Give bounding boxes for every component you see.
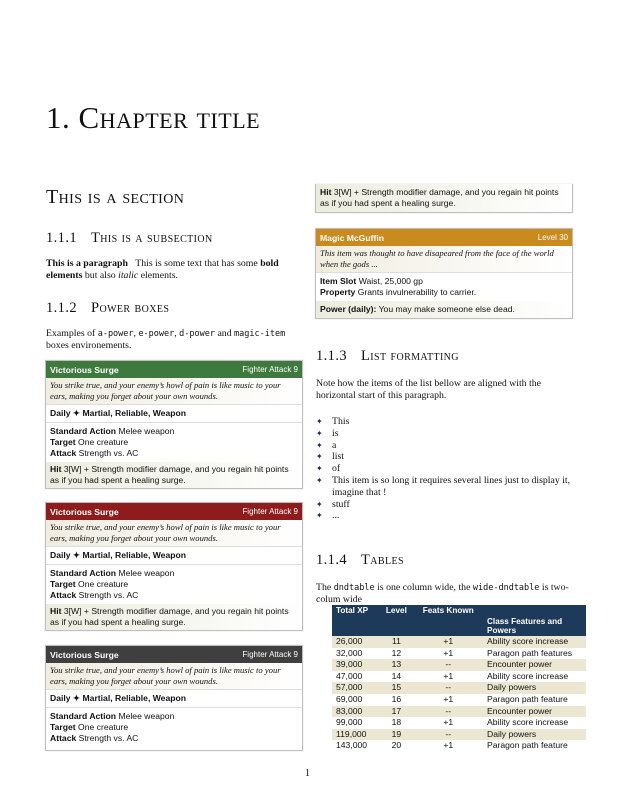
hit-value: 3[W] + Strength modifier damage, and you regain hit points as if you had spent a healing surge. <box>50 606 289 627</box>
paragraph-text: but also <box>82 270 119 281</box>
cell-total-xp: 32,000 <box>336 647 363 658</box>
list-item <box>316 475 574 499</box>
table-row <box>332 659 586 671</box>
action-label: Standard Action <box>50 711 117 721</box>
cell-total-xp: 69,000 <box>336 693 363 704</box>
table-row <box>332 671 586 683</box>
hit-label: Hit <box>50 606 62 616</box>
table-row <box>332 682 586 694</box>
cell-level: 17 <box>379 706 413 718</box>
paragraph-text: elements. <box>138 270 178 281</box>
cell-total-xp: 83,000 <box>332 706 379 718</box>
power-keywords: Daily ✦ Martial, Reliable, Weapon <box>46 689 302 708</box>
cell-class-features: Daily powers <box>483 729 586 741</box>
target-value: One creature <box>78 437 129 447</box>
subsection-1-1-1 <box>46 230 213 247</box>
magic-item-stats <box>316 272 572 301</box>
paragraph-italic: italic <box>118 270 139 281</box>
cell-level: 13 <box>379 659 413 671</box>
power-header <box>46 503 302 520</box>
subsection-1-1-4 <box>316 552 404 569</box>
header-feats-known: Feats Known <box>413 605 483 636</box>
hit-value: 3[W] + Strength modifier damage, and you regain hit points as if you had spent a healing surge. <box>50 464 289 485</box>
action-value: Melee weapon <box>118 568 175 578</box>
bullet-icon: ✦ <box>316 417 323 426</box>
list-item-text: list <box>332 451 344 463</box>
code-wide-dndtable: wide-dndtable <box>472 583 540 593</box>
header-class-features: Class Features and Powers <box>483 605 586 636</box>
cell-total-xp: 143,000 <box>336 740 368 751</box>
subsection-title: This is a subsection <box>91 230 213 246</box>
power-stats <box>46 708 302 750</box>
code-dndtable: dndtable <box>333 583 375 593</box>
subsection-number: 1.1.1 <box>46 230 77 246</box>
attack-label: Attack <box>50 448 77 458</box>
table-row <box>332 636 586 648</box>
power-keywords: Daily ✦ Martial, Reliable, Weapon <box>46 546 302 565</box>
magic-item-level: Level 30 <box>537 233 568 242</box>
hit-label: Hit <box>320 187 332 197</box>
slot-label: Item Slot <box>320 276 357 286</box>
cell-level: 14 <box>391 670 402 681</box>
cell-level: 19 <box>379 729 413 741</box>
list-item <box>316 510 574 522</box>
cell-level: 20 <box>391 740 402 751</box>
subsection-1-1-3 <box>316 348 459 365</box>
cell-total-xp: 119,000 <box>332 729 379 741</box>
bullet-icon: ✦ <box>316 452 323 462</box>
subsection-number: 1.1.2 <box>46 300 77 316</box>
paragraph-lead: This is a paragraph <box>46 258 128 269</box>
cell-feats-known: +1 <box>443 670 454 681</box>
power-name: Victorious Surge <box>50 649 119 660</box>
list-item-text: a <box>332 439 337 451</box>
target-label: Target <box>50 722 76 732</box>
paragraph-bold: bold elements <box>46 258 279 281</box>
bullet-icon: ✦ <box>316 475 323 485</box>
list-item <box>316 440 574 452</box>
property-value: Grants invulnerability to carrier. <box>357 287 477 297</box>
power-level: Fighter Attack 9 <box>242 650 298 659</box>
bullet-icon: ✦ <box>316 511 323 521</box>
paragraph-text: This is some text that has some <box>135 258 261 269</box>
power-flavor: You strike true, and your enemy’s howl of pain is like music to your ears, making you forget about your own wounds. <box>46 520 302 546</box>
examples-text: , <box>133 328 139 339</box>
power-stats <box>46 565 302 604</box>
cell-feats-known: +1 <box>443 647 454 658</box>
target-label: Target <box>50 437 76 447</box>
hit-value: 3[W] + Strength modifier damage, and you regain hit points as if you had spent a healing surge. <box>320 187 559 208</box>
power-header <box>46 646 302 663</box>
attack-label: Attack <box>50 733 77 743</box>
bullet-icon: ✦ <box>316 428 323 438</box>
cell-class-features: Paragon path feature <box>487 740 568 751</box>
cell-total-xp: 47,000 <box>336 670 363 681</box>
examples-text: , <box>174 328 180 339</box>
attack-value: Strength vs. AC <box>78 590 139 600</box>
cell-level: 18 <box>391 717 402 728</box>
magic-item-box <box>315 228 573 319</box>
bullet-icon: ✦ <box>316 440 323 450</box>
cell-feats-known: +1 <box>443 717 454 728</box>
list-item-text: of <box>332 463 341 475</box>
table-header-row <box>332 605 586 636</box>
power-stats <box>46 423 302 462</box>
table-row <box>332 740 586 752</box>
target-value: One creature <box>78 722 129 732</box>
cell-total-xp: 57,000 <box>332 682 379 694</box>
list-item-text: is <box>332 427 339 439</box>
examples-text: boxes environements. <box>46 340 132 351</box>
cell-level: 15 <box>379 682 413 694</box>
tables-intro-text: is one column wide, the <box>374 582 473 593</box>
cell-feats-known: -- <box>413 729 483 741</box>
cell-total-xp: 26,000 <box>332 636 379 648</box>
attack-value: Strength vs. AC <box>78 733 139 743</box>
cell-class-features: Ability score increase <box>483 636 586 648</box>
list-item <box>316 428 574 440</box>
cell-feats-known: +1 <box>443 693 454 704</box>
code-d-power: d-power <box>179 329 215 339</box>
subsection-number: 1.1.4 <box>316 552 347 568</box>
tables-intro-text: is two-colum wide <box>316 582 569 605</box>
header-total-xp: Total XP <box>332 605 379 636</box>
header-level: Level <box>379 605 413 636</box>
power-flavor: You strike true, and your enemy’s howl of pain is like music to your ears, making you forget about your own wounds. <box>46 378 302 404</box>
power-name: Victorious Surge <box>50 506 119 517</box>
cell-class-features: Ability score increase <box>487 670 569 681</box>
bullet-list <box>316 416 574 522</box>
power-hit <box>46 462 302 488</box>
cell-class-features: Paragon path features <box>487 647 573 658</box>
power-name: Victorious Surge <box>50 364 119 375</box>
list-item-text: This item is so long it requires several lines just to display it, imagine that ! <box>332 474 571 498</box>
power-header <box>46 361 302 378</box>
bullet-icon: ✦ <box>316 499 323 509</box>
examples-text: Examples of <box>46 328 98 339</box>
power-level: Fighter Attack 9 <box>242 365 298 374</box>
xp-table <box>332 605 586 752</box>
subsection-title: Power boxes <box>91 300 170 316</box>
list-item <box>316 499 574 511</box>
power-box-continued <box>315 184 573 213</box>
power-box-grey <box>45 645 303 751</box>
list-item-text: This <box>332 416 350 427</box>
target-value: One creature <box>78 579 129 589</box>
examples-paragraph <box>46 328 302 352</box>
list-item <box>316 463 574 475</box>
property-label: Property <box>320 287 356 297</box>
tables-intro-text: The <box>316 582 334 593</box>
page-number: 1 <box>305 768 310 779</box>
subsection-1-1-2 <box>46 300 169 317</box>
examples-text: and <box>215 328 235 339</box>
cell-feats-known: -- <box>413 706 483 718</box>
list-item <box>316 451 574 463</box>
slot-value: Waist, 25,000 gp <box>358 276 423 286</box>
code-e-power: e-power <box>138 329 175 339</box>
power-box-red <box>45 502 303 631</box>
magic-item-header <box>316 229 572 246</box>
cell-class-features: Paragon path feature <box>487 693 568 704</box>
subsection-title: List formatting <box>361 348 459 364</box>
cell-class-features: Encounter power <box>483 706 586 718</box>
tables-intro <box>316 582 574 606</box>
table-row <box>332 648 586 660</box>
magic-item-name: Magic McGuffin <box>320 232 384 243</box>
power-level: Fighter Attack 9 <box>242 507 298 516</box>
code-a-power: a-power <box>97 329 134 339</box>
cell-level: 11 <box>379 636 413 648</box>
subsection-number: 1.1.3 <box>316 348 347 364</box>
target-label: Target <box>50 579 76 589</box>
power-hit <box>46 604 302 630</box>
cell-level: 16 <box>391 693 402 704</box>
power-keywords: Daily ✦ Martial, Reliable, Weapon <box>46 404 302 423</box>
code-magic-item: magic-item <box>234 329 286 339</box>
list-item-text: stuff <box>332 498 350 510</box>
list-item <box>316 416 574 428</box>
section-title: This is a section <box>46 186 185 208</box>
chapter-title: 1. Chapter title <box>46 100 261 135</box>
cell-class-features: Daily powers <box>483 682 586 694</box>
bullet-icon: ✦ <box>316 464 323 474</box>
power-hit <box>316 184 572 212</box>
cell-total-xp: 99,000 <box>336 717 363 728</box>
magic-item-power <box>316 301 572 318</box>
power-label: Power (daily): <box>320 304 377 314</box>
list-intro: Note how the items of the list bellow are aligned with the horizontal start of this paragraph. <box>316 378 542 401</box>
action-value: Melee weapon <box>118 426 175 436</box>
cell-feats-known: +1 <box>413 636 483 648</box>
action-value: Melee weapon <box>118 711 175 721</box>
power-flavor: You strike true, and your enemy’s howl of pain is like music to your ears, making you forget about your own wounds. <box>46 663 302 689</box>
action-label: Standard Action <box>50 568 117 578</box>
table-row <box>332 717 586 729</box>
table-row <box>332 694 586 706</box>
cell-total-xp: 39,000 <box>332 659 379 671</box>
cell-class-features: Encounter power <box>483 659 586 671</box>
cell-class-features: Ability score increase <box>487 717 569 728</box>
table-row <box>332 729 586 741</box>
list-item-text: ... <box>332 510 340 522</box>
action-label: Standard Action <box>50 426 117 436</box>
cell-feats-known: -- <box>413 682 483 694</box>
subsection-title: Tables <box>361 552 404 568</box>
cell-feats-known: +1 <box>443 740 454 751</box>
paragraph <box>46 258 302 282</box>
cell-feats-known: -- <box>413 659 483 671</box>
attack-value: Strength vs. AC <box>78 448 139 458</box>
cell-level: 12 <box>391 647 402 658</box>
attack-label: Attack <box>50 590 77 600</box>
power-box-green <box>45 360 303 489</box>
magic-item-flavor: This item was thought to have disapeared from the face of the world when the gods ... <box>316 246 572 272</box>
table-row <box>332 706 586 718</box>
hit-label: Hit <box>50 464 62 474</box>
power-value: You may make someone else dead. <box>378 304 515 314</box>
